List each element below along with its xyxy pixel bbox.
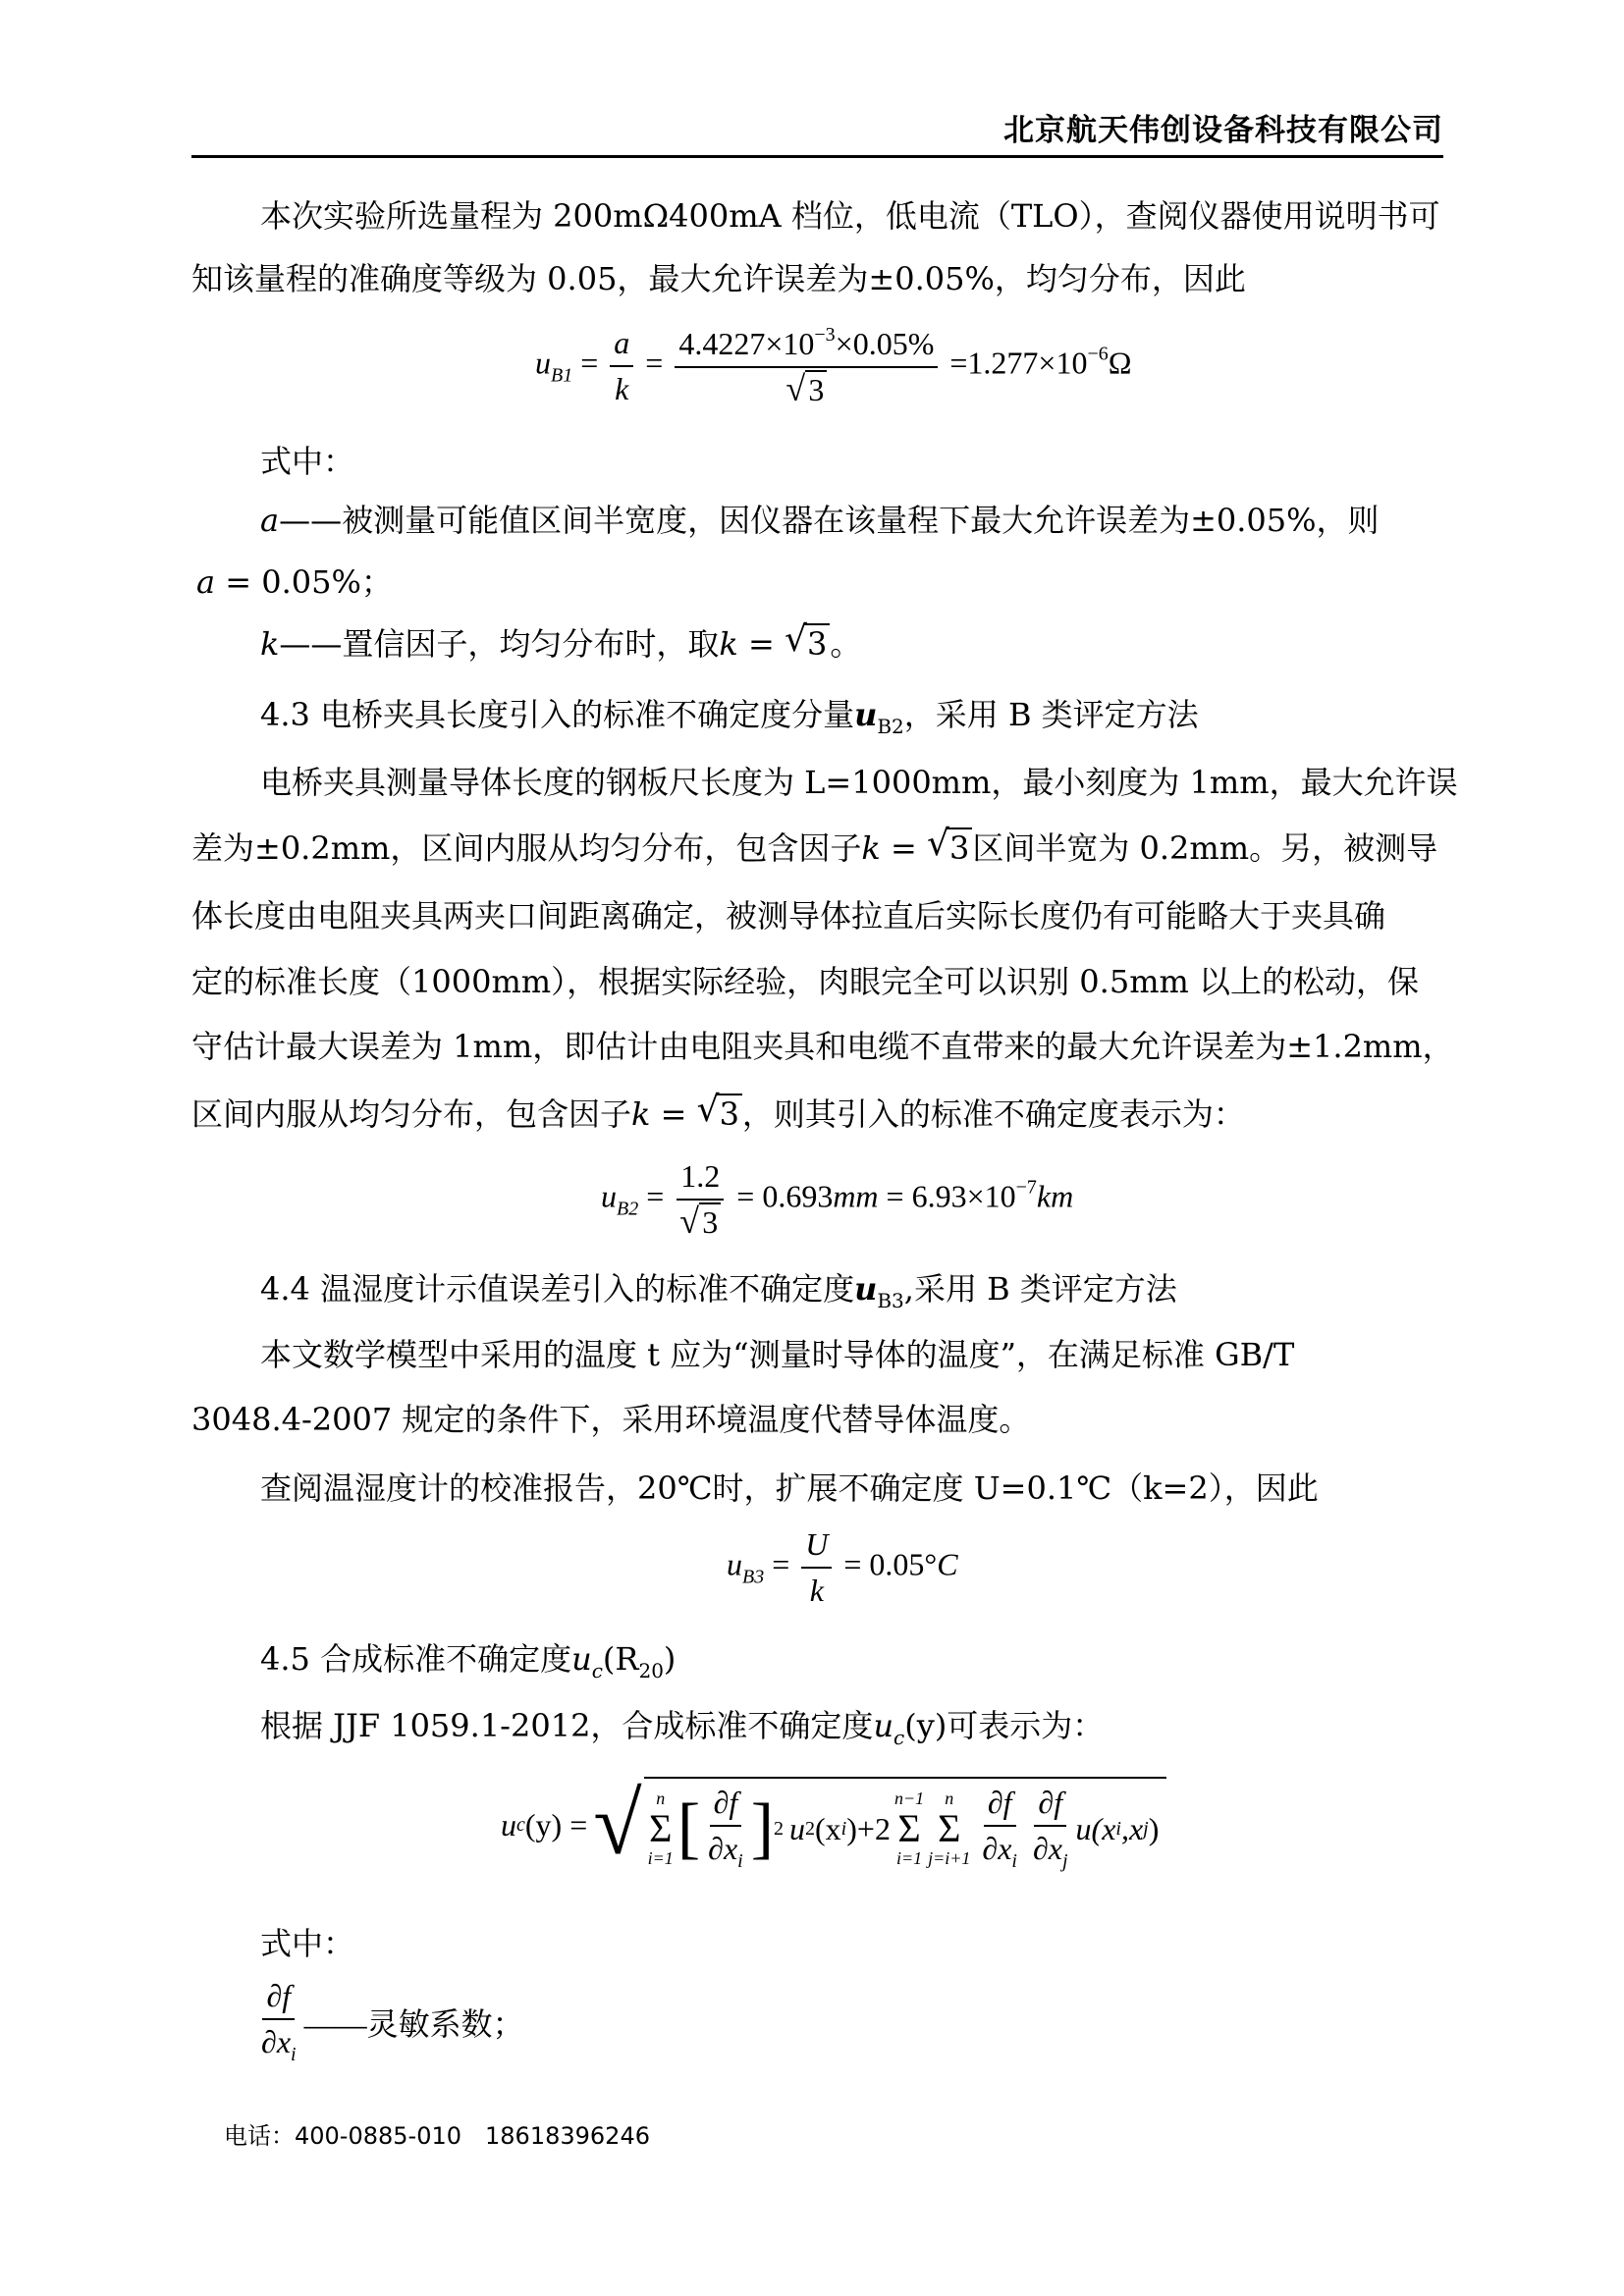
paragraph-4-3-line6: 区间内服从均匀分布，包含因子k = √ 3，则其引入的标准不确定度表示为： <box>191 1095 1443 1134</box>
section-4-3-heading: 4.3 电桥夹具长度引入的标准不确定度分量$u_{B2}$，采用 B 类评定方法 <box>260 696 1199 738</box>
equation-ub1: $u_{B1}$ = $\frac{a}{k}$ = $4.4227\times 10^{-3}\times 0.05\%$ √ 3 $=1.277\times 10^{-6}\Omega$ <box>535 324 1132 408</box>
equation-combined-uncertainty: u c (y) = √ n Σ i=1 [ $\frac{\partial f}{\partial x_i}$ ] 2 u 2 (x i )+2 n−1 Σ i=1 n Σ j=i+1 $\frac{\partial f}{\partial x_i}$ $\frac{\partial f}{\partial x_j}$ u(x i ,x j ) <box>501 1777 1166 1873</box>
definition-a: a——被测量可能值区间半宽度，因仪器在该量程下最大允许误差为±0.05%，则 <box>260 502 1380 539</box>
paragraph-4-3-line2: 差为±0.2mm，区间内服从均匀分布，包含因子k = √ 3区间半宽为 0.2mm。另，被测导 <box>191 828 1443 868</box>
definition-k: k——置信因子，均匀分布时，取k = √ 3。 <box>260 624 1443 664</box>
section-4-5-heading: 4.5 合成标准不确定度$u_c(R_{20})$ <box>260 1640 677 1682</box>
company-name: 北京航天伟创设备科技有限公司 <box>1003 113 1443 148</box>
definition-sensitivity: $\frac{\partial f}{\partial x_i}$ ——灵敏系数； <box>261 1978 524 2065</box>
equation-ub3: $u_{B3}$ = $\frac{U}{k}$ = 0.05°C <box>727 1526 958 1608</box>
paragraph-4-3-line3: 体长度由电阻夹具两夹口间距离确定，被测导体拉直后实际长度仍有可能略大于夹具确 <box>191 897 1386 934</box>
paragraph-range-line1: 本次实验所选量程为 200mΩ400mA 档位，低电流（TLO），查阅仪器使用说明书可 <box>260 197 1440 235</box>
footer-phone: 电话：400-0885-010 <box>224 2122 462 2150</box>
paragraph-range-line2: 知该量程的准确度等级为 0.05，最大允许误差为±0.05%，均匀分布，因此 <box>191 260 1246 297</box>
section-4-4-heading: 4.4 温湿度计示值误差引入的标准不确定度$u_{B3}$,采用 B 类评定方法 <box>260 1270 1177 1312</box>
page-footer <box>224 2116 650 2151</box>
paragraph-4-4-line3: 查阅温湿度计的校准报告，20℃时，扩展不确定度 U=0.1℃（k=2），因此 <box>260 1469 1319 1507</box>
equation-ub2: $u_{B2}$ = 1.2 √ 3 = $0.693mm = 6.93\times 10^{-7}km$ <box>601 1158 1073 1241</box>
page-header <box>191 110 1443 158</box>
paragraph-4-5-line1: 根据 JJF 1059.1-2012，合成标准不确定度$u_c(y)$可表示为： <box>260 1707 1105 1749</box>
definition-a-value: a = 0.05%； <box>196 563 393 601</box>
paragraph-4-4-line1: 本文数学模型中采用的温度 t 应为“测量时导体的温度”，在满足标准 GB/T <box>260 1336 1295 1373</box>
paragraph-4-4-line2: 3048.4-2007 规定的条件下，采用环境温度代替导体温度。 <box>191 1401 1031 1438</box>
paragraph-4-3-line1: 电桥夹具测量导体长度的钢板尺长度为 L=1000mm，最小刻度为 1mm，最大允许误 <box>260 764 1458 801</box>
where-label-1: 式中： <box>260 443 355 480</box>
footer-mobile: 18618396246 <box>485 2122 650 2150</box>
paragraph-4-3-line4: 定的标准长度（1000mm），根据实际经验，肉眼完全可以识别 0.5mm 以上的松动，保 <box>191 963 1420 1000</box>
paragraph-4-3-line5: 守估计最大误差为 1mm，即估计由电阻夹具和电缆不直带来的最大允许误差为±1.2mm， <box>191 1028 1454 1065</box>
where-label-2: 式中： <box>260 1925 355 1962</box>
